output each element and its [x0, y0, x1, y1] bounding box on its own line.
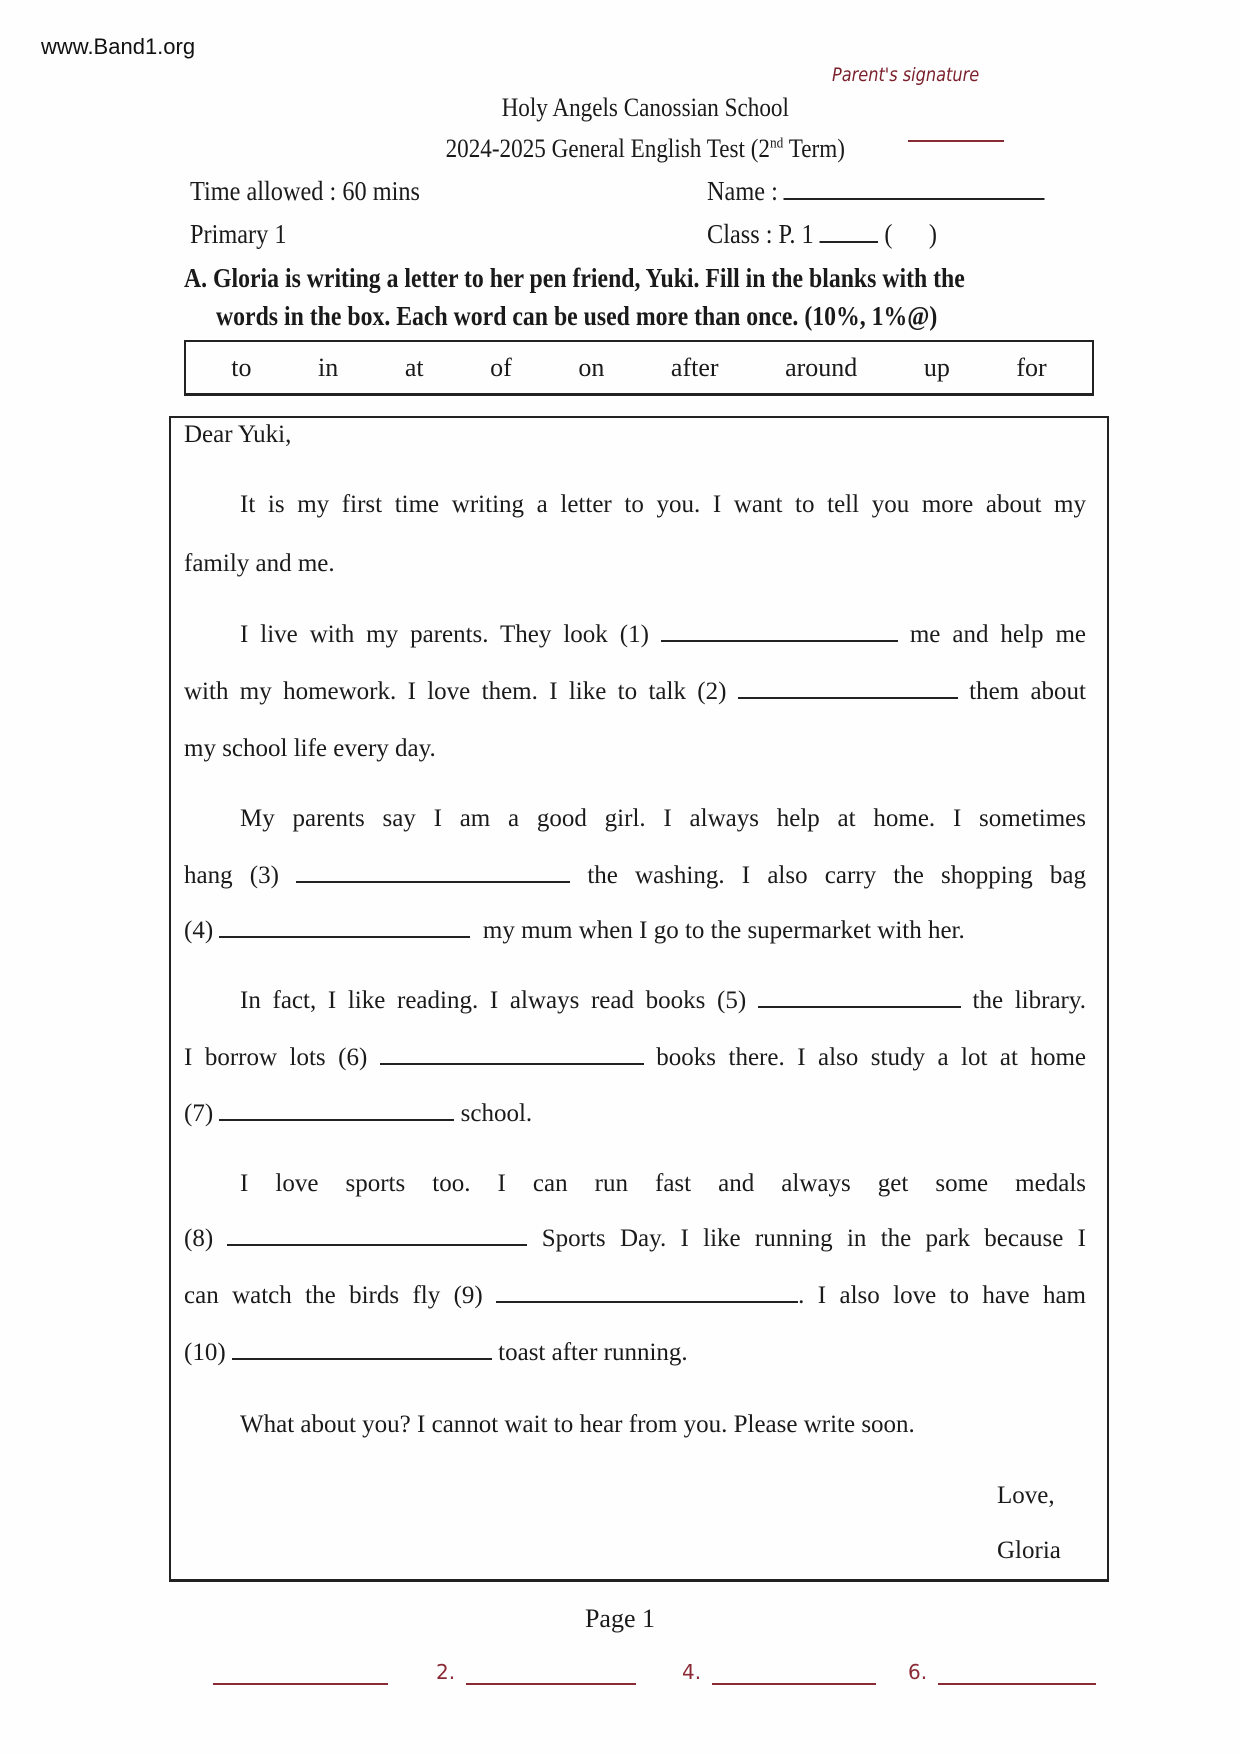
text: with my homework. I love them. I like to talk (2) — [184, 678, 727, 705]
text: I borrow lots (6) — [184, 1044, 368, 1071]
text: Sports Day. I like running in the park because I — [541, 1225, 1086, 1252]
letter-line — [184, 1222, 1086, 1256]
answer-label: 4. — [682, 1660, 702, 1684]
letter-line — [184, 675, 1086, 709]
name-field[interactable] — [707, 176, 1045, 207]
text: (4) — [184, 917, 214, 944]
text: my mum when I go to the supermarket with her. — [482, 917, 965, 944]
text: toast after running. — [498, 1339, 688, 1366]
word: up — [923, 352, 950, 382]
class-label: Class : P. 1 — [707, 219, 814, 249]
letter-line: my school life every day. — [184, 735, 436, 762]
page-number: Page 1 — [584, 1604, 656, 1633]
word: around — [785, 352, 858, 382]
word: for — [1016, 352, 1047, 382]
word: on — [578, 352, 605, 382]
blank-2[interactable] — [738, 675, 958, 699]
class-field[interactable] — [707, 219, 937, 250]
text: I live with my parents. They look (1) — [240, 621, 649, 648]
signoff: Love, — [997, 1482, 1055, 1509]
text: books there. I also study a lot at home — [656, 1044, 1086, 1071]
answer-line — [712, 1683, 876, 1685]
letter-line: family and me. — [184, 550, 335, 577]
text: the library. — [972, 987, 1087, 1014]
test-title-suffix: Term) — [783, 134, 845, 163]
blank-5[interactable] — [758, 984, 961, 1008]
signature: Gloria — [997, 1537, 1061, 1564]
letter-line — [184, 1336, 1086, 1370]
test-title — [0, 134, 1240, 164]
blank-10[interactable] — [232, 1336, 492, 1360]
blank-6[interactable] — [380, 1041, 644, 1065]
letter-line — [184, 618, 1086, 652]
blank-4[interactable] — [219, 914, 470, 938]
name-label: Name : — [707, 176, 778, 206]
text: (8) — [184, 1225, 214, 1252]
test-title-sup: nd — [770, 135, 784, 152]
class-number-paren: ( ) — [884, 219, 937, 249]
instruction-line-2: words in the box. Each word can be used more than once. (10%, 1%@) — [216, 301, 938, 331]
instruction-line-1: A. Gloria is writing a letter to her pen friend, Yuki. Fill in the blanks with the — [184, 263, 965, 293]
closing-text: What about you? I cannot wait to hear from you. Please write soon. — [240, 1411, 915, 1438]
word: after — [670, 352, 719, 382]
word: in — [318, 352, 339, 382]
answer-line — [466, 1683, 636, 1685]
text: me and help me — [909, 621, 1086, 648]
text: (10) — [184, 1339, 226, 1366]
blank-3[interactable] — [296, 859, 570, 883]
letter-line — [184, 914, 1086, 948]
text: In fact, I like reading. I always read books (5) — [240, 987, 747, 1014]
text: them about — [969, 678, 1087, 705]
test-title-prefix: 2024-2025 General English Test (2 — [445, 134, 771, 163]
blank-7[interactable] — [219, 1097, 454, 1121]
answer-line — [213, 1683, 388, 1685]
letter-line — [184, 1041, 1086, 1075]
name-line[interactable] — [784, 176, 1045, 200]
greeting: Dear Yuki, — [184, 421, 292, 448]
blank-9[interactable] — [496, 1279, 798, 1303]
letter-line — [184, 1097, 1086, 1131]
school-name: Holy Angels Canossian School — [501, 93, 789, 122]
blank-1[interactable] — [661, 618, 898, 642]
answer-label: 6. — [908, 1660, 928, 1684]
class-line[interactable] — [820, 219, 879, 243]
text: . I also love to have ham — [798, 1282, 1086, 1309]
parent-signature-label: Parent's signature — [832, 64, 980, 86]
letter-line: My parents say I am a good girl. I always help at home. I sometimes — [240, 805, 1086, 832]
level: Primary 1 — [190, 219, 287, 249]
letter-line — [184, 984, 1086, 1018]
answer-label: 2. — [436, 1660, 456, 1684]
text: can watch the birds fly (9) — [184, 1282, 483, 1309]
letter-line: I love sports too. I can run fast and always get some medals — [240, 1170, 1086, 1197]
word: at — [404, 352, 424, 382]
time-allowed: Time allowed : 60 mins — [190, 176, 420, 206]
word-box — [184, 340, 1094, 396]
text: (7) — [184, 1100, 214, 1127]
text: hang (3) — [184, 862, 279, 889]
letter-line — [184, 859, 1086, 893]
word: of — [490, 352, 512, 382]
text: the washing. I also carry the shopping bag — [587, 862, 1086, 889]
word: to — [231, 352, 252, 382]
letter-line — [184, 1279, 1086, 1313]
text: school. — [460, 1100, 533, 1127]
answer-line — [938, 1683, 1096, 1685]
watermark: www.Band1.org — [41, 34, 196, 59]
blank-8[interactable] — [227, 1222, 527, 1246]
letter-line: It is my first time writing a letter to you. I want to tell you more about my — [240, 491, 1086, 518]
